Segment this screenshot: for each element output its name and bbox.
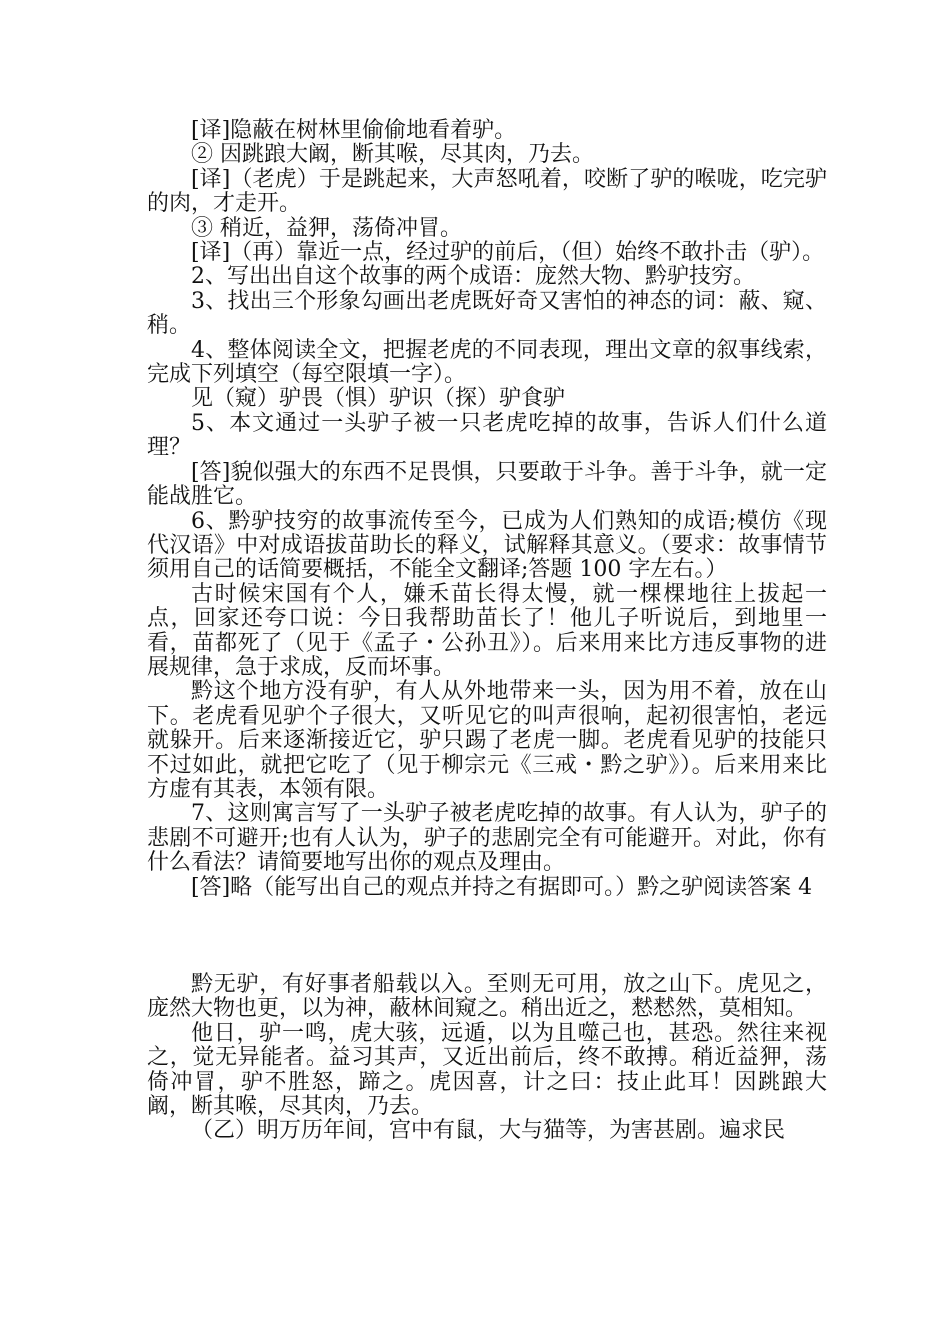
paragraph-quote-2: ② 因跳踉大阚，断其喉，尽其肉，乃去。 — [191, 142, 594, 168]
paragraph-question-2: 2、写出出自这个故事的两个成语：庞然大物、黔驴技穷。 — [191, 264, 755, 290]
paragraph-original-text-3: （乙）明万历年间，宫中有鼠，大与猫等，为害甚剧。遍求民 — [191, 1118, 786, 1144]
paragraph-answer-6-part-1: 古时候宋国有个人，嫌禾苗长得太慢，就一棵棵地往上拔起一点，回家还夸口说：今日我帮助苗长了！他儿子听说后，到地里一看，苗都死了（见于《孟子・公孙丑》）。后来用来比方违反事物的进展规律，急于求成，反而坏事。 — [147, 581, 827, 680]
paragraph-answer-7: [答]略（能写出自己的观点并持之有据即可。）黔之驴阅读答案 4 — [191, 874, 813, 900]
paragraph-translation-3: [译]（再）靠近一点，经过驴的前后，（但）始终不敢扑击（驴）。 — [191, 240, 825, 266]
section-gap — [147, 900, 827, 973]
document-page — [147, 119, 827, 1144]
paragraph-question-4: 4、整体阅读全文，把握老虎的不同表现，理出文章的叙事线索，完成下列填空（每空限填一字）。 — [147, 337, 827, 388]
paragraph-question-3: 3、找出三个形象勾画出老虎既好奇又害怕的神态的词：蔽、窥、稍。 — [147, 288, 827, 339]
paragraph-original-text-1: 黔无驴，有好事者船载以入。至则无可用，放之山下。虎见之，庞然大物也更，以为神，蔽林间窥之。稍出近之，慭慭然，莫相知。 — [147, 972, 827, 1022]
paragraph-translation-2: [译]（老虎）于是跳起来，大声怒吼着，咬断了驴的喉咙，吃完驴的肉，才走开。 — [147, 166, 827, 217]
paragraph-question-5: 5、本文通过一头驴子被一只老虎吃掉的故事，告诉人们什么道理？ — [147, 410, 827, 461]
paragraph-quote-3: ③ 稍近，益狎，荡倚冲冒。 — [191, 215, 462, 241]
paragraph-answer-4: 见（窥）驴畏（惧）驴识（探）驴食驴 — [191, 386, 566, 412]
paragraph-original-text-2: 他日，驴一鸣，虎大骇，远遁，以为且噬己也，甚恐。然往来视之，觉无异能者。益习其声，又近出前后，终不敢搏。稍近益狎，荡倚冲冒，驴不胜怒，蹄之。虎因喜，计之曰：技止此耳！因跳踉大阚，断其喉，尽其肉，乃去。 — [147, 1020, 827, 1120]
paragraph-question-7: 7、这则寓言写了一头驴子被老虎吃掉的故事。有人认为，驴子的悲剧不可避开;也有人认为，驴子的悲剧完全有可能避开。对此，你有什么看法？请简要地写出你的观点及理由。 — [147, 801, 827, 876]
paragraph-question-6: 6、黔驴技穷的故事流传至今，已成为人们熟知的成语;模仿《现代汉语》中对成语拔苗助长的释义，试解释其意义。（要求：故事情节须用自己的话简要概括，不能全文翻译;答题 100 字左右。） — [147, 508, 827, 583]
paragraph-answer-5: [答]貌似强大的东西不足畏惧，只要敢于斗争。善于斗争，就一定能战胜它。 — [147, 459, 827, 510]
paragraph-translation-1: [译]隐蔽在树林里偷偷地看着驴。 — [191, 118, 517, 143]
paragraph-answer-6-part-2: 黔这个地方没有驴，有人从外地带来一头，因为用不着，放在山下。老虎看见驴个子很大，又听见它的叫声很响，起初很害怕，老远就躲开。后来逐渐接近它，驴只踢了老虎一脚。老虎看见驴的技能只不过如此，就把它吃了（见于柳宗元《三戒・黔之驴》）。后来用来比方虚有其表，本领有限。 — [147, 679, 827, 802]
